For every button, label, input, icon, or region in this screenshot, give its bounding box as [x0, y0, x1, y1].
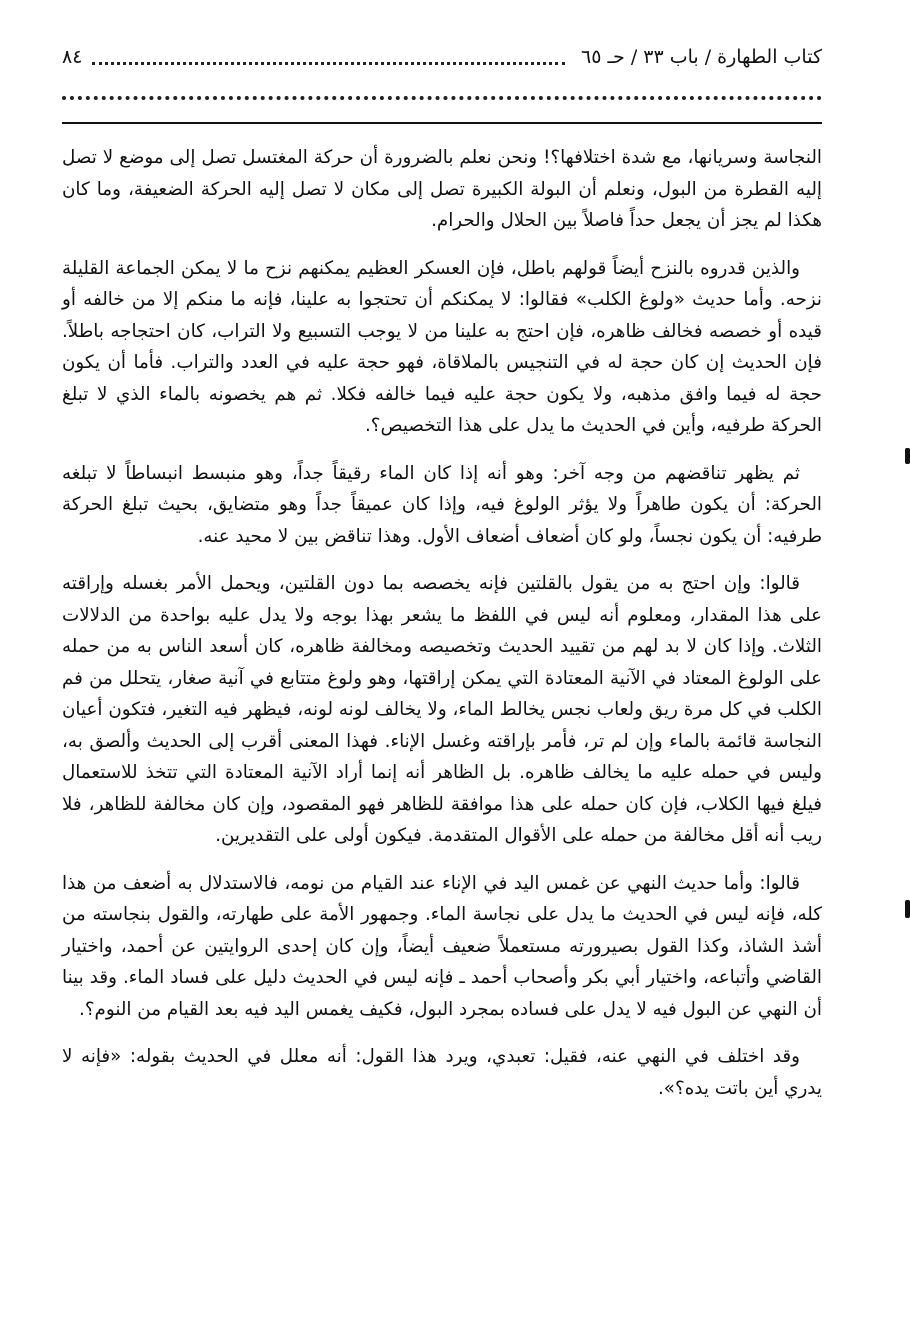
header-title: كتاب الطهارة / باب ٣٣ / حـ ٦٥ [581, 46, 822, 68]
header-rule [62, 122, 822, 124]
body-text [62, 142, 822, 1120]
page-number: ٨٤ [62, 46, 83, 68]
paragraph-2: والذين قدروه بالنزح أيضاً قولهم باطل، فإن العسكر العظيم يمكنهم نزح ما لا يمكن الجماعة القليلة نزحه. وأما حديث «ولوغ الكلب» فقالوا: لا يمكنكم أن تحتجوا به علينا، فإنه ما منكم إلا من خالفه أو قيده أو خصصه فخالف ظاهره، فإن احتج به علينا من لا يوجب التسبيع ولا التراب، كان احتجاجه باطلاً. فإن الحديث إن كان حجة له في التنجيس بالملاقاة، فهو حجة عليه في العدد والتراب. فأما أن يكون حجة له فيما وافق مذهبه، ولا يكون حجة عليه فيما خالفه فكلا. ثم هم يخصونه بالماء الذي لا تبلغ الحركة طرفيه، وأين في الحديث ما يدل على هذا التخصيص؟. [62, 257, 822, 436]
paragraph-5: قالوا: وأما حديث النهي عن غمس اليد في الإناء عند القيام من نومه، فالاستدلال به أضعف من هذا كله، فإنه ليس في الحديث ما يدل على نجاسة الماء. وجمهور الأمة على طهارته، والقول بنجاسته من أشذ الشاذ، وكذا القول بصيرورته مستعملاً ضعيف أيضاً، وإن كان إحدى الروايتين عن أحمد، واختيار القاضي وأتباعه، واختيار أبي بكر وأصحاب أحمد ـ فإنه ليس في الحديث دليل على فساد الماء. وقد بينا أن النهي عن البول فيه لا يدل على فساده بمجرد البول، فكيف يغمس اليد فيه بعد القيام من النوم؟. [62, 872, 822, 1020]
dotted-separator [62, 86, 822, 100]
paragraph-3: ثم يظهر تناقضهم من وجه آخر: وهو أنه إذا كان الماء رقيقاً جداً، وهو منبسط انبساطاً لا تبلغه الحركة: أن يكون طاهراً ولا يؤثر الولوغ فيه، وإذا كان عميقاً جداً وهو متضايق، بحيث تبلغ الحركة طرفيه: أن يكون نجساً، ولو كان أضعاف أضعاف الأول. وهذا تناقض بين لا محيد عنه. [62, 462, 822, 547]
paragraph-6: وقد اختلف في النهي عنه، فقيل: تعبدي، ويرد هذا القول: أنه معلل في الحديث بقوله: «فإنه لا يدري أين باتت يده؟». [62, 1046, 822, 1099]
scan-margin-mark [905, 900, 910, 918]
paragraph-4: قالوا: وإن احتج به من يقول بالقلتين فإنه يخصصه بما دون القلتين، ويحمل الأمر بغسله وإراقته على هذا المقدار، ومعلوم أنه ليس في اللفظ ما يشعر بهذا بوجه ولا يدل عليه بواحدة من الدلالات الثلاث. وإذا كان لا بد لهم من تقييد الحديث وتخصيصه ومخالفة ظاهره، كان أسعد الناس به من حمله على الولوغ المعتاد في الآنية المعتادة التي يمكن إراقتها، وهو ولوغ متتابع في آنية صغار، يتحلل من فم الكلب في كل مرة ريق ولعاب نجس يخالط الماء، ولا يخالف لونه لونه، فيظهر فيه التغير، فتكون أعيان النجاسة قائمة بالماء وإن لم تر، فأمر بإراقته وغسل الإناء. فهذا المعنى أقرب إلى الحديث وألصق به، وليس في حمله عليه ما يخالف ظاهره. بل الظاهر أنه إنما أراد الآنية المعتادة التي تتخذ للاستعمال فيلغ فيها الكلاب، فإن كان حمله على هذا موافقة للظاهر فهو المقصود، وإن كان مخالفة للظاهر، فلا ريب أنه أقل مخالفة من حمله على الأقوال المتقدمة. فيكون أولى على التقديرين. [62, 573, 822, 846]
paragraph-1: النجاسة وسريانها، مع شدة اختلافها؟! ونحن نعلم بالضرورة أن حركة المغتسل تصل إلى موضع لا تصل إليه القطرة من البول، ونعلم أن البولة الكبيرة تصل إلى مكان لا تصل إليه الحركة الضعيفة، وما كان هكذا لم يجز أن يجعل حداً فاصلاً بين الحلال والحرام. [62, 147, 822, 231]
header-dot-leader [92, 62, 565, 65]
book-page [62, 32, 822, 1312]
scan-margin-mark [905, 448, 910, 464]
running-header [62, 40, 822, 74]
